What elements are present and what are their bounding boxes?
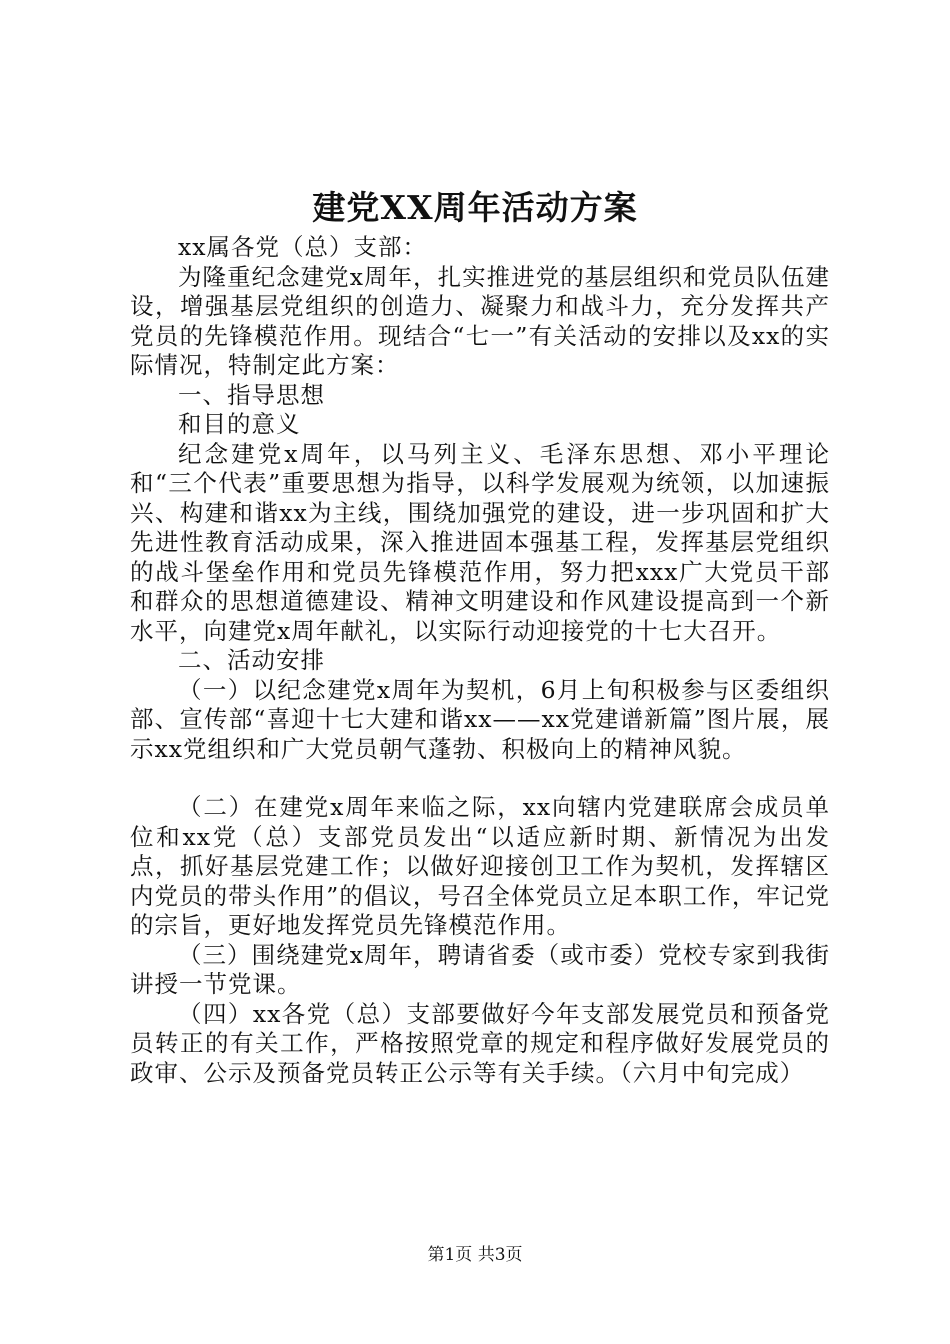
intro-paragraph: 为隆重纪念建党x周年，扎实推进党的基层组织和党员队伍建设，增强基层党组织的创造力、凝聚力和战斗力，充分发挥共产党员的先锋模范作用。现结合“七一”有关活动的安排以及xx的实际情况，特制定此方案： bbox=[130, 262, 830, 379]
document-title: 建党XX周年活动方案 bbox=[312, 188, 638, 227]
document-body bbox=[130, 233, 830, 1088]
activity-item-2: （二）在建党x周年来临之际，xx向辖内党建联席会成员单位和xx党（总）支部党员发出“以适应新时期、新情况为出发点，抓好基层党建工作；以做好迎接创卫工作为契机，发挥辖区内党员的带头作用”的倡议，号召全体党员立足本职工作，牢记党的宗旨，更好地发挥党员先锋模范作用。 bbox=[130, 793, 830, 939]
section-heading-1a: 一、指导思想 bbox=[178, 380, 325, 409]
section-heading-1b: 和目的意义 bbox=[178, 410, 301, 438]
page-footer: 第1页 共3页 bbox=[427, 1245, 523, 1265]
activity-item-3: （三）围绕建党x周年，聘请省委（或市委）党校专家到我街讲授一节党课。 bbox=[130, 940, 830, 998]
salutation: xx属各党（总）支部： bbox=[178, 233, 428, 261]
activity-item-1: （一）以纪念建党x周年为契机，6月上旬积极参与区委组织部、宣传部“喜迎十七大建和谐xx——xx党建谱新篇”图片展，展示xx党组织和广大党员朝气蓬勃、积极向上的精神风貌。 bbox=[130, 675, 830, 763]
section-heading-2: 二、活动安排 bbox=[178, 646, 325, 674]
guidance-paragraph: 纪念建党x周年，以马列主义、毛泽东思想、邓小平理论和“三个代表”重要思想为指导，以科学发展观为统领，以加速振兴、构建和谐xx为主线，围绕加强党的建设，进一步巩固和扩大先进性教育活动成果，深入推进固本强基工程，发挥基层党组织的战斗堡垒作用和党员先锋模范作用，努力把xxx广大党员干部和群众的思想道德建设、精神文明建设和作风建设提高到一个新水平，向建党x周年献礼，以实际行动迎接党的十七大召开。 bbox=[130, 439, 830, 645]
paragraph-gap bbox=[130, 764, 830, 793]
activity-item-4: （四）xx各党（总）支部要做好今年支部发展党员和预备党员转正的有关工作，严格按照党章的规定和程序做好发展党员的政审、公示及预备党员转正公示等有关手续。（六月中旬完成） bbox=[130, 999, 830, 1087]
